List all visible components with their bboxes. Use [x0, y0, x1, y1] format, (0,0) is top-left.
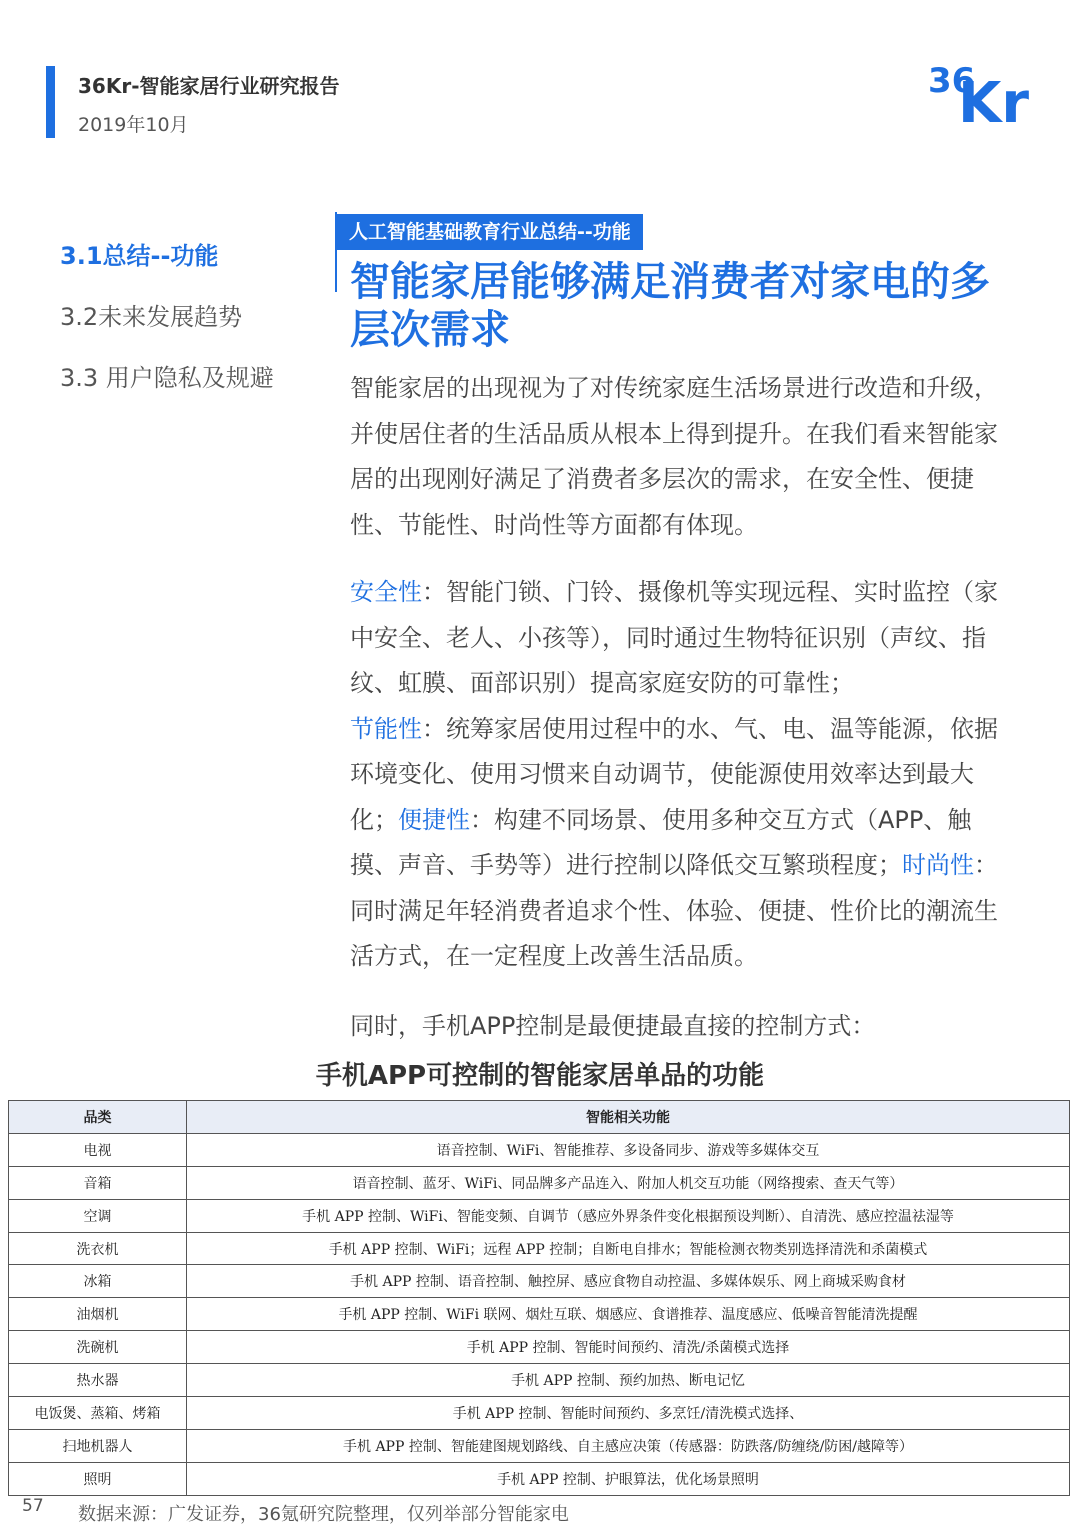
table-row: [9, 1265, 1070, 1298]
safety-text: ：智能门锁、门铃、摄像机等实现远程、实时监控（家中安全、老人、小孩等），同时通过生物特征识别（声纹、指纹、虹膜、面部识别）提高家庭安防的可靠性；: [350, 578, 998, 697]
table-row: [9, 1166, 1070, 1199]
convenience-text: ：构建不同场景、使用多种交互方式（APP、触摸、声音、手势等）进行控制以降低交互繁琐程度；: [350, 805, 972, 879]
table-row: [9, 1298, 1070, 1331]
table-row: [9, 1199, 1070, 1232]
table-row: [9, 1133, 1070, 1166]
row-functions: 手机 APP 控制、WiFi 联网、烟灶互联、烟感应、食谱推荐、温度感应、低噪音智能清洗提醒: [187, 1298, 1070, 1331]
row-category: 冰箱: [9, 1265, 187, 1298]
features-paragraph: [350, 570, 998, 980]
row-functions: 手机 APP 控制、护眼算法，优化场景照明: [187, 1462, 1070, 1495]
row-category: 热水器: [9, 1364, 187, 1397]
report-date: 2019年10月: [78, 114, 189, 136]
page-headline: 智能家居能够满足消费者对家电的多层次需求: [350, 259, 990, 353]
logo-kr: Kr: [958, 71, 1030, 128]
intro-paragraph: 智能家居的出现视为了对传统家庭生活场景进行改造和升级，并使居住者的生活品质从根本上得到提升。在我们看来智能家居的出现刚好满足了消费者多层次的需求，在安全性、便捷性、节能性、时尚性等方面都有体现。: [350, 374, 998, 539]
energy-keyword: 节能性: [350, 714, 422, 743]
page-number: 57: [22, 1496, 44, 1516]
row-category: 照明: [9, 1462, 187, 1495]
nav-item-privacy[interactable]: 3.3 用户隐私及规避: [60, 364, 274, 392]
row-category: 音箱: [9, 1166, 187, 1199]
safety-keyword: 安全性: [350, 578, 422, 606]
closing-paragraph: 同时，手机APP控制是最便捷最直接的控制方式：: [350, 1012, 876, 1040]
row-category: 电视: [9, 1133, 187, 1166]
table-row: [9, 1364, 1070, 1397]
energy-text: ：统筹家居使用过程中的水、气、电、温等能源，依据环境变化、使用习惯来自动调节，使能源使用效率达到最大化；: [350, 714, 998, 834]
header-category: 品类: [9, 1101, 187, 1134]
row-functions: 语音控制、蓝牙、WiFi、同品牌多产品连入、附加人机交互功能（网络搜索、查天气等）: [187, 1166, 1070, 1199]
table-row: [9, 1462, 1070, 1495]
row-functions: 手机 APP 控制、智能时间预约、清洗/杀菌模式选择: [187, 1331, 1070, 1364]
table-header-row: [9, 1101, 1070, 1134]
smart-home-function-table: [8, 1100, 1070, 1496]
nav-item-summary-function[interactable]: 3.1总结--功能: [60, 242, 219, 270]
logo-36: 36: [928, 61, 976, 101]
section-nav: [60, 236, 274, 419]
convenience-keyword: 便捷性: [398, 805, 470, 834]
table-row: [9, 1331, 1070, 1364]
row-category: 洗衣机: [9, 1232, 187, 1265]
row-category: 空调: [9, 1199, 187, 1232]
row-functions: 手机 APP 控制、WiFi；远程 APP 控制；自断电自排水；智能检测衣物类别选择清洗和杀菌模式: [187, 1232, 1070, 1265]
report-title: 36Kr-智能家居行业研究报告: [78, 74, 340, 98]
row-category: 电饭煲、蒸箱、烤箱: [9, 1397, 187, 1430]
fashion-keyword: 时尚性: [902, 851, 974, 879]
row-functions: 手机 APP 控制、智能建图规划路线、自主感应决策（传感器：防跌落/防缠绕/防困/越障等）: [187, 1429, 1070, 1462]
row-category: 洗碗机: [9, 1331, 187, 1364]
section-tag: 人工智能基础教育行业总结--功能: [337, 214, 643, 250]
row-functions: 手机 APP 控制、智能时间预约、多烹饪/清洗模式选择、: [187, 1397, 1070, 1430]
table-title: 手机APP可控制的智能家居单品的功能: [315, 1061, 765, 1091]
row-category: 油烟机: [9, 1298, 187, 1331]
fashion-text: ：同时满足年轻消费者追求个性、体验、便捷、性价比的潮流生活方式，在一定程度上改善生活品质。: [350, 851, 998, 970]
row-functions: 手机 APP 控制、语音控制、触控屏、感应食物自动控温、多媒体娱乐、网上商城采购食材: [187, 1265, 1070, 1298]
nav-item-future-trends[interactable]: 3.2未来发展趋势: [60, 303, 243, 331]
table-row: [9, 1429, 1070, 1462]
data-source-note: 数据来源：广发证券，36氪研究院整理，仅列举部分智能家电: [78, 1504, 569, 1525]
header-accent-bar: [46, 66, 55, 138]
row-category: 扫地机器人: [9, 1429, 187, 1462]
row-functions: 语音控制、WiFi、智能推荐、多设备同步、游戏等多媒体交互: [187, 1133, 1070, 1166]
table-row: [9, 1232, 1070, 1265]
table-row: [9, 1397, 1070, 1430]
36kr-logo: [928, 58, 1038, 128]
header-functions: 智能相关功能: [187, 1101, 1070, 1134]
row-functions: 手机 APP 控制、WiFi、智能变频、自调节（感应外界条件变化根据预设判断）、自清洗、感应控温祛湿等: [187, 1199, 1070, 1232]
row-functions: 手机 APP 控制、预约加热、断电记忆: [187, 1364, 1070, 1397]
